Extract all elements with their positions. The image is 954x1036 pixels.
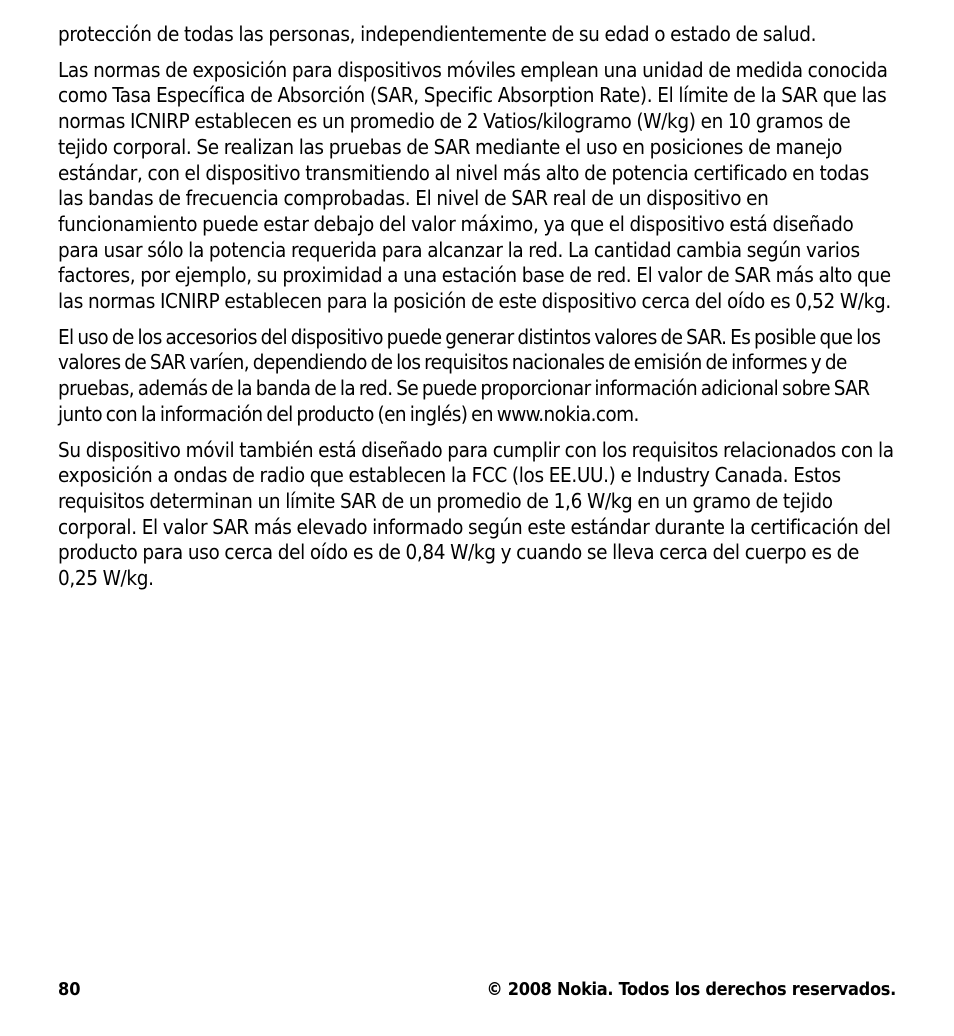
- paragraph-sar-exposure-standards: Las normas de exposición para dispositivos móviles emplean una unidad de medida conocida como Tasa Específica de Absorción (SAR, Specific Absorption Rate). El límite de la SAR que las normas ICNIRP establecen es un promedio de 2 Vatios/kilogramo (W/kg) en 10 gramos de tejido corporal. Se realizan las pruebas de SAR mediante el uso en posiciones de manejo estándar, con el dispositivo transmitiendo al nivel más alto de potencia certificado en todas las bandas de frecuencia comprobadas. El nivel de SAR real de un dispositivo en funcionamiento puede estar debajo del valor máximo, ya que el dispositivo está diseñado para usar sólo la potencia requerida para alcanzar la red. La cantidad cambia según varios factores, por ejemplo, su proximidad a una estación base de red. El valor de SAR más alto que las normas ICNIRP establecen para la posición de este dispositivo cerca del oído es 0,52 W/kg.: [58, 57, 891, 314]
- paragraph-continuation: protección de todas las personas, independientemente de su edad o estado de salud.: [58, 22, 817, 46]
- copyright-notice: © 2008 Nokia. Todos los derechos reservados.: [486, 979, 896, 1000]
- paragraph-fcc-industry-canada: Su dispositivo móvil también está diseñado para cumplir con los requisitos relacionados con la exposición a ondas de radio que establecen la FCC (los EE.UU.) e Industry Canada. Estos requisitos determinan un límite SAR de un promedio de 1,6 W/kg en un gramo de tejido corporal. El valor SAR más elevado informado según este estándar durante la certificación del producto para uso cerca del oído es de 0,84 W/kg y cuando se lleva cerca del cuerpo es de 0,25 W/kg.: [58, 437, 894, 591]
- page-number: 80: [58, 979, 81, 1000]
- page-footer: [58, 978, 896, 1002]
- body-text: [58, 22, 898, 602]
- paragraph-accessories-sar: El uso de los accesorios del dispositivo puede generar distintos valores de SAR. Es posible que los valores de SAR varíen, dependiendo de los requisitos nacionales de emisión de informes y de pruebas, además de la banda de la red. Se puede proporcionar información adicional sobre SAR junto con la información del producto (en inglés) en www.nokia.com.: [58, 324, 881, 426]
